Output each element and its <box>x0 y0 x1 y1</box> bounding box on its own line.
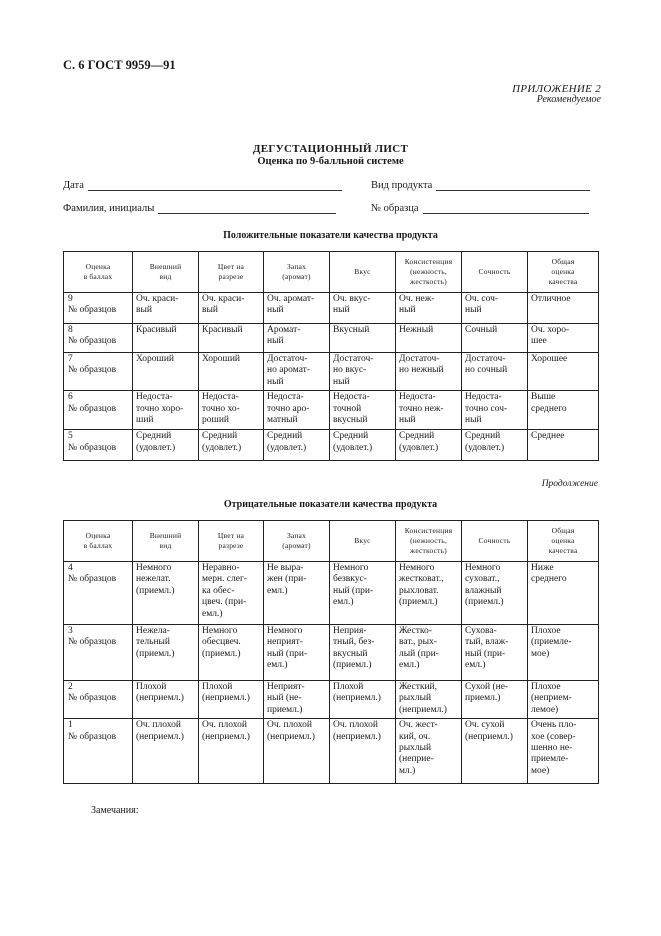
product-type-field <box>371 180 590 191</box>
descriptor-cell: Аромат- ный <box>264 324 330 353</box>
descriptor-cell: Красивый <box>199 324 264 353</box>
negative-col-header: Запах (аромат) <box>264 521 330 562</box>
positive-col-header: Оценка в баллах <box>64 252 133 293</box>
descriptor-cell: Немного обесцвеч. (приемл.) <box>199 625 264 681</box>
sample-label: № образца <box>371 203 419 214</box>
descriptor-cell: Вкусный <box>330 324 396 353</box>
negative-col-header: Вкус <box>330 521 396 562</box>
descriptor-cell: Плохой (неприемл.) <box>330 681 396 719</box>
date-label: Дата <box>63 180 84 191</box>
descriptor-cell: Немного безвкус- ный (при- емл.) <box>330 562 396 625</box>
descriptor-cell: Оч. плохой (неприемл.) <box>330 719 396 784</box>
document-subtitle: Оценка по 9-балльной системе <box>257 155 404 167</box>
descriptor-cell: Отличное <box>528 293 599 324</box>
continuation-label: Продолжение <box>541 479 598 489</box>
descriptor-cell: Не выра- жен (при- емл.) <box>264 562 330 625</box>
negative-table-row <box>64 562 599 625</box>
descriptor-cell: Немного жестковат., рыхловат. (приемл.) <box>396 562 462 625</box>
descriptor-cell: Средний (удовлет.) <box>396 430 462 461</box>
score-cell: 8 № образцов <box>64 324 133 353</box>
positive-table-row <box>64 324 599 353</box>
descriptor-cell: Средний (удовлет.) <box>199 430 264 461</box>
descriptor-cell: Оч. неж- ный <box>396 293 462 324</box>
descriptor-cell: Достаточ- но вкус- ный <box>330 353 396 391</box>
descriptor-cell: Недоста- точно неж- ный <box>396 391 462 430</box>
negative-col-header: Общая оценка качества <box>528 521 599 562</box>
negative-header-row <box>64 521 599 562</box>
negative-table-row <box>64 681 599 719</box>
document-title: ДЕГУСТАЦИОННЫЙ ЛИСТ <box>252 143 409 155</box>
descriptor-cell: Недоста- точно хо- роший <box>199 391 264 430</box>
descriptor-cell: Хороший <box>199 353 264 391</box>
descriptor-cell: Неприя- тный, без- вкусный (приемл.) <box>330 625 396 681</box>
descriptor-cell: Средний (удовлет.) <box>264 430 330 461</box>
descriptor-cell: Оч. плохой (неприемл.) <box>199 719 264 784</box>
descriptor-cell: Жесткий, рыхлый (неприемл.) <box>396 681 462 719</box>
descriptor-cell: Оч. соч- ный <box>462 293 528 324</box>
positive-title: Положительные показатели качества продукта <box>223 230 438 241</box>
descriptor-cell: Недоста- точно аро- матный <box>264 391 330 430</box>
descriptor-cell: Недоста- точно хоро- ший <box>133 391 199 430</box>
document-title-block <box>0 144 661 167</box>
score-cell: 5 № образцов <box>64 430 133 461</box>
product-type-line[interactable] <box>436 180 590 191</box>
descriptor-cell: Хороший <box>133 353 199 391</box>
negative-table-row <box>64 625 599 681</box>
score-cell: 4 № образцов <box>64 562 133 625</box>
annex-subtitle: Рекомендуемое <box>536 94 601 105</box>
positive-table-row <box>64 430 599 461</box>
score-cell: 3 № образцов <box>64 625 133 681</box>
descriptor-cell: Жестко- ват., рых- лый (при- емл.) <box>396 625 462 681</box>
descriptor-cell: Нежный <box>396 324 462 353</box>
descriptor-cell: Немного нежелат. (приемл.) <box>133 562 199 625</box>
date-field <box>63 180 342 191</box>
descriptor-cell: Ниже среднего <box>528 562 599 625</box>
negative-title: Отрицательные показатели качества продукта <box>223 499 438 510</box>
descriptor-cell: Плохой (неприемл.) <box>199 681 264 719</box>
date-line[interactable] <box>88 180 342 191</box>
score-cell: 6 № образцов <box>64 391 133 430</box>
descriptor-cell: Нежела- тельный (приемл.) <box>133 625 199 681</box>
descriptor-cell: Оч. плохой (неприемл.) <box>133 719 199 784</box>
descriptor-cell: Оч. плохой (неприемл.) <box>264 719 330 784</box>
descriptor-cell: Недоста- точно соч- ный <box>462 391 528 430</box>
negative-col-header: Оценка в баллах <box>64 521 133 562</box>
descriptor-cell: Сухова- тый, влаж- ный (при- емл.) <box>462 625 528 681</box>
negative-col-header: Внешний вид <box>133 521 199 562</box>
annex-block <box>512 84 601 105</box>
descriptor-cell: Среднее <box>528 430 599 461</box>
positive-col-header: Цвет на разрезе <box>199 252 264 293</box>
descriptor-cell: Немного суховат., влажный (приемл.) <box>462 562 528 625</box>
descriptor-cell: Красивый <box>133 324 199 353</box>
positive-table <box>63 251 599 461</box>
name-label: Фамилия, инициалы <box>63 203 155 214</box>
descriptor-cell: Оч. хоро- шее <box>528 324 599 353</box>
descriptor-cell: Средний (удовлет.) <box>330 430 396 461</box>
sample-line[interactable] <box>423 203 589 214</box>
positive-col-header: Общая оценка качества <box>528 252 599 293</box>
descriptor-cell: Плохой (неприемл.) <box>133 681 199 719</box>
positive-table-row <box>64 293 599 324</box>
descriptor-cell: Достаточ- но аромат- ный <box>264 353 330 391</box>
descriptor-cell: Оч. аромат- ный <box>264 293 330 324</box>
descriptor-cell: Плохое (неприем- лемое) <box>528 681 599 719</box>
negative-table <box>63 520 599 784</box>
sample-field <box>371 203 589 214</box>
descriptor-cell: Оч. сухой (неприемл.) <box>462 719 528 784</box>
descriptor-cell: Выше среднего <box>528 391 599 430</box>
descriptor-cell: Неприят- ный (не- приемл.) <box>264 681 330 719</box>
positive-col-header: Внешний вид <box>133 252 199 293</box>
positive-col-header: Запах (аромат) <box>264 252 330 293</box>
descriptor-cell: Средний (удовлет.) <box>133 430 199 461</box>
descriptor-cell: Хорошее <box>528 353 599 391</box>
negative-col-header: Цвет на разрезе <box>199 521 264 562</box>
positive-col-header: Вкус <box>330 252 396 293</box>
score-cell: 9 № образцов <box>64 293 133 324</box>
positive-table-row <box>64 391 599 430</box>
score-cell: 1 № образцов <box>64 719 133 784</box>
positive-col-header: Сочность <box>462 252 528 293</box>
descriptor-cell: Очень пло- хое (совер- шенно не- приемле- мое) <box>528 719 599 784</box>
name-field <box>63 203 336 214</box>
descriptor-cell: Оч. жест- кий, оч. рыхлый (неприе- мл.) <box>396 719 462 784</box>
score-cell: 7 № образцов <box>64 353 133 391</box>
descriptor-cell: Достаточ- но нежный <box>396 353 462 391</box>
descriptor-cell: Сухой (не- приемл.) <box>462 681 528 719</box>
descriptor-cell: Сочный <box>462 324 528 353</box>
descriptor-cell: Достаточ- но сочный <box>462 353 528 391</box>
descriptor-cell: Оч. краси- вый <box>199 293 264 324</box>
descriptor-cell: Немного неприят- ный (при- емл.) <box>264 625 330 681</box>
annex-title: ПРИЛОЖЕНИЕ 2 <box>512 83 601 95</box>
descriptor-cell: Оч. краси- вый <box>133 293 199 324</box>
page-header: С. 6 ГОСТ 9959—91 <box>63 58 176 72</box>
positive-table-row <box>64 353 599 391</box>
descriptor-cell: Неравно- мерн. слег- ка обес- цвеч. (при- емл.) <box>199 562 264 625</box>
name-line[interactable] <box>158 203 336 214</box>
product-type-label: Вид продукта <box>371 180 433 191</box>
descriptor-cell: Плохое (приемле- мое) <box>528 625 599 681</box>
descriptor-cell: Недоста- точной вкусный <box>330 391 396 430</box>
descriptor-cell: Средний (удовлет.) <box>462 430 528 461</box>
negative-table-row <box>64 719 599 784</box>
negative-col-header: Консистенция (нежность, жесткость) <box>396 521 462 562</box>
notes-label: Замечания: <box>91 805 139 816</box>
descriptor-cell: Оч. вкус- ный <box>330 293 396 324</box>
positive-header-row <box>64 252 599 293</box>
positive-col-header: Консистенция (нежность, жесткость) <box>396 252 462 293</box>
negative-col-header: Сочность <box>462 521 528 562</box>
score-cell: 2 № образцов <box>64 681 133 719</box>
